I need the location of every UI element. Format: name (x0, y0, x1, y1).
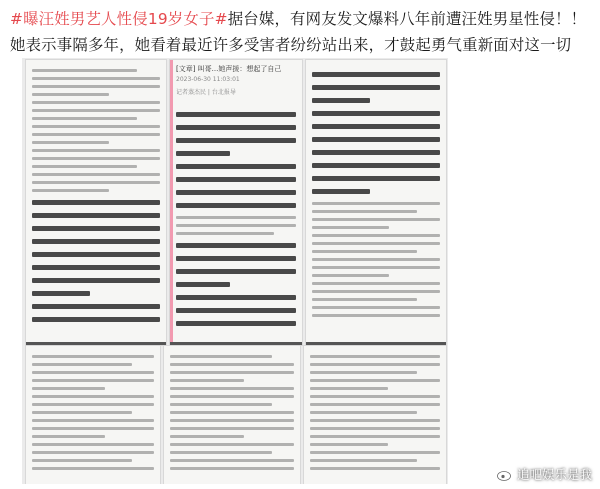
article-author: 记者蒸杰民 | 台北报导 (176, 89, 236, 96)
panel-top-left (26, 60, 166, 345)
panel-bottom-right (304, 346, 446, 484)
panel-bottom-middle (164, 346, 300, 484)
article-title: [文章] 叫哥...她声援：想起了自己 (176, 65, 282, 73)
screenshot-collage[interactable] (22, 58, 448, 484)
weibo-watermark (497, 465, 592, 483)
panel-top-right (306, 60, 446, 345)
panel-bottom-left (26, 346, 160, 484)
panel-top-middle (170, 60, 302, 345)
weibo-icon (497, 468, 513, 481)
watermark-text: 追吧娱乐是我 (516, 467, 592, 482)
hashtag-link[interactable]: #曝汪姓男艺人性侵19岁女子# (10, 10, 228, 28)
post-body: 据台媒，有网友发文爆料八年前遭汪姓男星性侵！！她表示事隔多年，她看着最近许多受害者纷纷站出来，才鼓起勇气重新面对这一切 (10, 10, 587, 54)
article-meta: 2023-06-30 11:03:01 (176, 76, 240, 83)
post-text (10, 6, 594, 58)
